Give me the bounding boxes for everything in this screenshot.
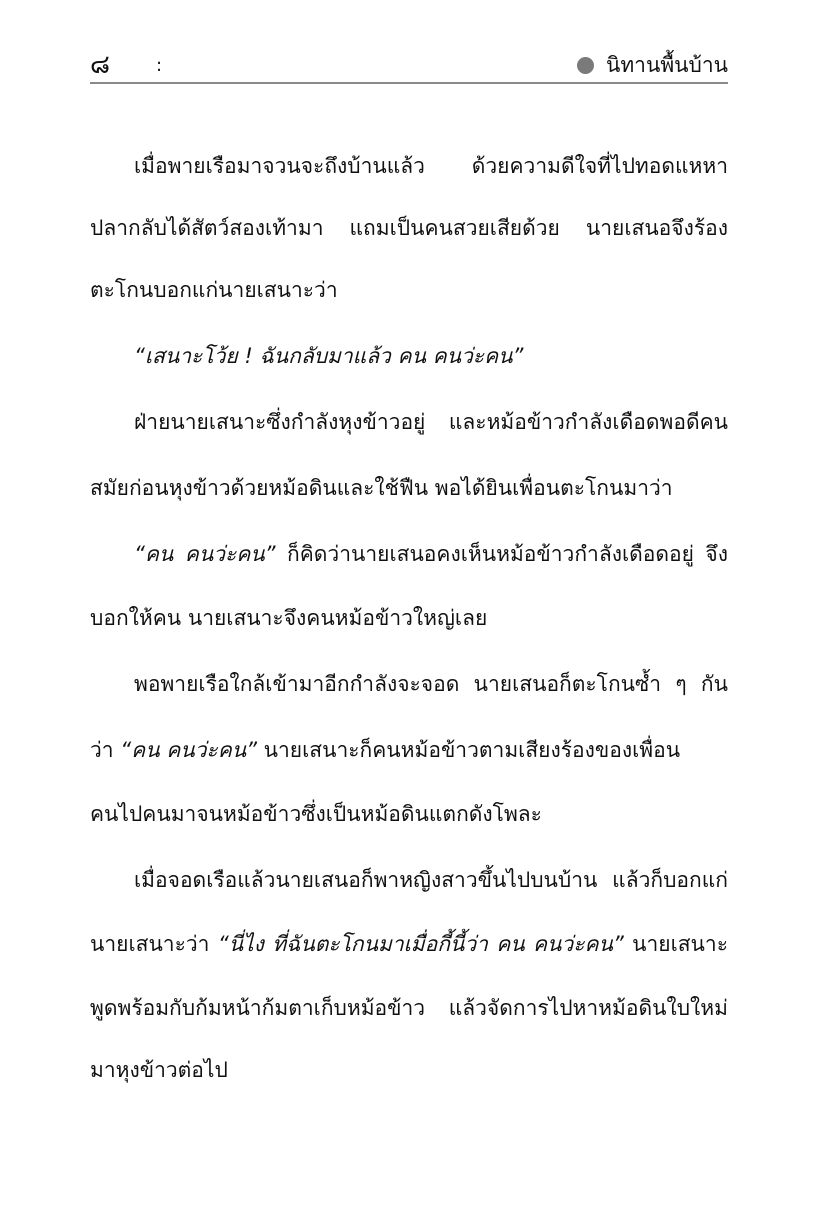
header-rule — [90, 82, 728, 84]
quoted-speech: “นี่ไง ที่ฉันตะโกนมาเมื่อกี้นี้ว่า คน คนว่ะคน” — [217, 932, 624, 956]
line-text: เมื่อพายเรือมาจวนจะถึงบ้านแล้ว ด้วยความดีใจที่ไปทอดแหหา — [134, 154, 728, 178]
line-text: พูดพร้อมกับก้มหน้าก้มตาเก็บหม้อข้าว แล้วจัดการไปหาหม้อดินใบใหม่ — [90, 996, 728, 1020]
text-line — [90, 924, 728, 964]
line-text: พอพายเรือใกล้เข้ามาอีกกำลังจะจอด นายเสนอก็ตะโกนซ้ำ ๆ กัน — [134, 672, 728, 696]
page-number: ๘ — [90, 50, 111, 80]
line-text: นายเสนาะ — [623, 932, 728, 956]
text-line — [90, 1050, 728, 1090]
text-line — [90, 468, 728, 508]
text-line — [90, 146, 728, 186]
line-text: ก็คิดว่านายเสนอคงเห็นหม้อข้าวกำลังเดือดอยู่ จึง — [275, 542, 728, 566]
line-text: นายเสนาะว่า — [90, 932, 218, 956]
text-line — [90, 988, 728, 1028]
quoted-speech: “เสนาะโว้ย ! ฉันกลับมาแล้ว คน คนว่ะคน” — [134, 344, 524, 368]
text-line — [90, 336, 728, 376]
line-text: ปลากลับได้สัตว์สองเท้ามา แถมเป็นคนสวยเสียด้วย นายเสนอจึงร้อง — [90, 216, 728, 240]
text-line — [90, 860, 728, 900]
text-line — [90, 730, 728, 770]
text-line — [90, 534, 728, 574]
line-text: บอกให้คน นายเสนาะจึงคนหม้อข้าวใหญ่เลย — [90, 606, 488, 630]
book-title: นิทานพื้นบ้าน — [605, 53, 728, 77]
text-line — [90, 208, 728, 248]
header-separator: : — [156, 55, 163, 76]
line-text: ว่า — [90, 738, 121, 762]
line-text: เมื่อจอดเรือแล้วนายเสนอก็พาหญิงสาวขึ้นไปบนบ้าน แล้วก็บอกแก่ — [134, 868, 728, 892]
text-line — [90, 402, 728, 442]
page-header — [90, 50, 728, 82]
quoted-speech: “คน คนว่ะคน” — [134, 542, 276, 566]
text-line — [90, 270, 728, 310]
line-text: นายเสนาะก็คนหม้อข้าวตามเสียงร้องของเพื่อน — [256, 738, 681, 762]
text-line — [90, 794, 728, 834]
line-text: ฝ่ายนายเสนาะซึ่งกำลังหุงข้าวอยู่ และหม้อข้าวกำลังเดือดพอดีคน — [134, 410, 728, 434]
line-text: ตะโกนบอกแก่นายเสนาะว่า — [90, 278, 338, 302]
text-line — [90, 598, 728, 638]
quoted-speech: “คน คนว่ะคน” — [120, 738, 257, 762]
text-line — [90, 664, 728, 704]
line-text: มาหุงข้าวต่อไป — [90, 1058, 228, 1082]
line-text: สมัยก่อนหุงข้าวด้วยหม้อดินและใช้ฟืน พอได้ยินเพื่อนตะโกนมาว่า — [90, 476, 673, 500]
filled-circle-icon — [577, 57, 594, 74]
line-text: คนไปคนมาจนหม้อข้าวซึ่งเป็นหม้อดินแตกดังโพละ — [90, 802, 542, 826]
book-title-group — [577, 52, 728, 78]
